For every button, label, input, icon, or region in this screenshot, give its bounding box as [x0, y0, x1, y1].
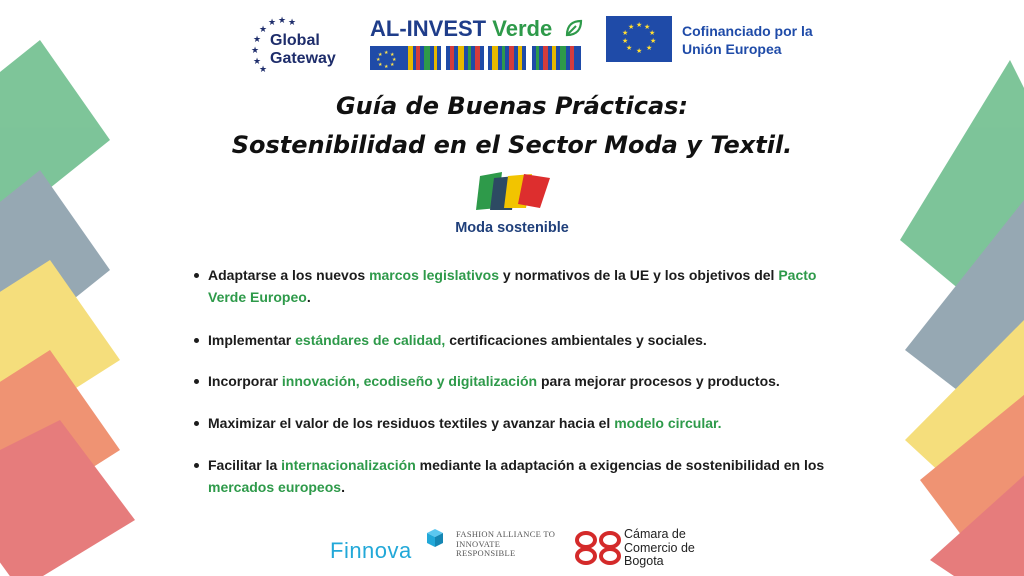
list-item: Adaptarse a los nuevos marcos legislativos y normativos de la UE y los objetivos del Pacto Verde Europeo. — [208, 264, 848, 308]
svg-text:★: ★ — [378, 52, 383, 58]
verde-text: Verde — [492, 16, 553, 41]
ccb-chain-icon — [574, 530, 622, 566]
svg-text:★: ★ — [253, 35, 262, 45]
svg-text:★: ★ — [392, 57, 397, 63]
svg-text:★: ★ — [636, 21, 643, 29]
footer-logos — [0, 524, 1024, 572]
cube-icon — [426, 528, 444, 548]
moda-sostenible-icon — [472, 170, 554, 212]
eu-cofinance-text: Cofinanciado por la Unión Europea — [682, 23, 813, 57]
fair-logo — [456, 528, 562, 568]
header-logos — [0, 14, 1024, 74]
svg-text:★: ★ — [636, 47, 643, 55]
svg-text:★: ★ — [646, 44, 653, 52]
list-item: Maximizar el valor de los residuos textiles y avanzar hacia el modelo circular. — [208, 412, 848, 434]
svg-text:★: ★ — [259, 25, 268, 35]
svg-text:★: ★ — [390, 52, 395, 58]
al-invest-verde-logo — [370, 16, 586, 72]
svg-text:★: ★ — [251, 46, 260, 56]
svg-text:★: ★ — [378, 62, 383, 68]
svg-text:★: ★ — [384, 50, 389, 56]
fair-logo-text: FASHION ALLIANCE TO INNOVATE RESPONSIBLE — [456, 529, 556, 558]
svg-text:★: ★ — [644, 23, 651, 31]
eu-flag-icon — [606, 16, 672, 62]
list-item: Incorporar innovación, ecodiseño y digitalización para mejorar procesos y productos. — [208, 370, 848, 392]
svg-text:★: ★ — [253, 57, 262, 67]
global-gateway-text: Global Gateway — [270, 32, 336, 67]
global-gateway-logo — [248, 16, 358, 72]
finnova-logo: Finnova — [330, 538, 412, 563]
section-label: Moda sostenible — [455, 220, 569, 236]
list-item: Implementar estándares de calidad, certificaciones ambientales y sociales. — [208, 329, 848, 351]
eu-cofinance-logo — [606, 16, 826, 66]
svg-text:★: ★ — [259, 65, 268, 72]
svg-text:★: ★ — [384, 64, 389, 70]
svg-text:★: ★ — [622, 29, 629, 37]
svg-text:★: ★ — [390, 62, 395, 68]
svg-text:★: ★ — [628, 23, 635, 31]
bullet-list — [208, 264, 848, 498]
leaf-icon — [564, 18, 584, 38]
al-invest-text: AL-INVEST — [370, 16, 487, 41]
svg-text:★: ★ — [650, 37, 657, 45]
svg-text:★: ★ — [278, 16, 287, 26]
svg-text:★: ★ — [649, 29, 656, 37]
svg-text:★: ★ — [622, 37, 629, 45]
ccb-logo-text: Cámara de Comercio de Bogota — [624, 527, 695, 568]
page-title-line-2: Sostenibilidad en el Sector Moda y Textil. — [231, 131, 793, 159]
svg-text:★: ★ — [376, 57, 381, 63]
eu-striped-flag-icon — [370, 46, 581, 70]
list-item: Facilitar la internacionalización mediante la adaptación a exigencias de sostenibilidad en los mercados europeos. — [208, 454, 848, 498]
svg-text:★: ★ — [268, 18, 277, 28]
svg-text:★: ★ — [288, 18, 297, 28]
svg-text:★: ★ — [626, 44, 633, 52]
page-title-line-1: Guía de Buenas Prácticas: — [335, 92, 689, 120]
